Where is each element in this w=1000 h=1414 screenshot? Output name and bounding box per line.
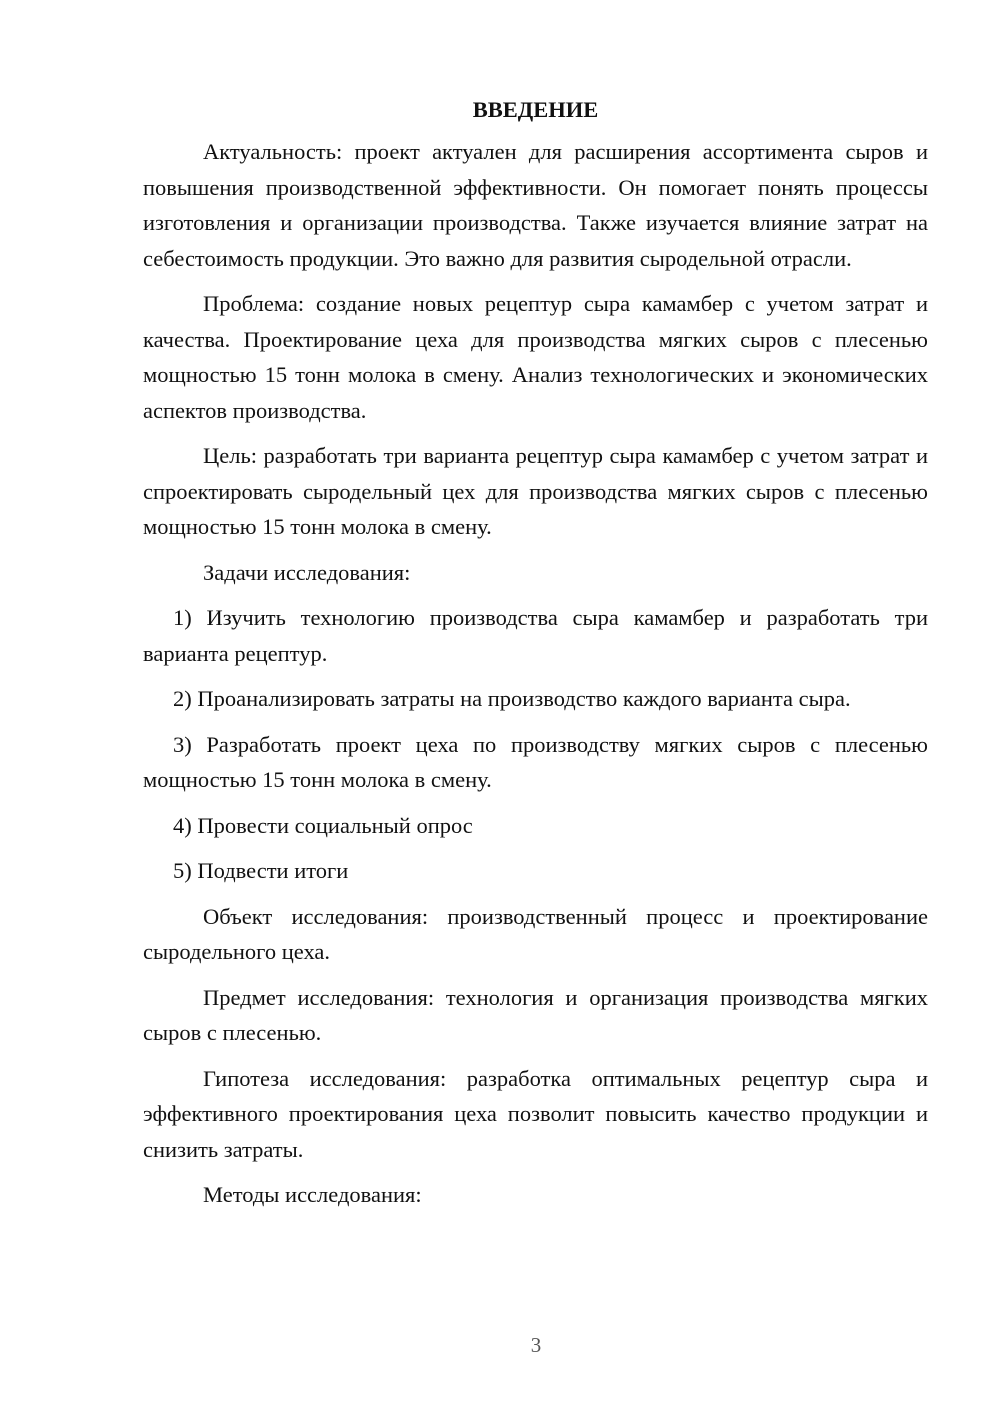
paragraph-methods: Методы исследования:	[203, 1182, 422, 1207]
page-number: 3	[530, 1333, 542, 1357]
paragraph-hypothesis: Гипотеза исследования: разработка оптимальных рецептур сыра и эффективного проектирования цеха позволит повысить качество продукции и снизить затраты.	[143, 1065, 928, 1162]
paragraph-problem: Проблема: создание новых рецептур сыра камамбер с учетом затрат и качества. Проектирование цеха для производства мягких сыров с плесенью мощностью 15 тонн молока в смену. Анализ технологических и экономических аспектов производства.	[143, 291, 928, 423]
task-item-2: 2) Проанализировать затраты на производство каждого варианта сыра.	[173, 686, 851, 711]
paragraph-relevance: Актуальность: проект актуален для расширения ассортимента сыров и повышения производственной эффективности. Он помогает понять процессы изготовления и организации производства. Также изучается влияние затрат на себестоимость продукции. Это важно для развития сыродельной отрасли.	[143, 139, 928, 271]
task-item-4: 4) Провести социальный опрос	[173, 812, 473, 838]
paragraph-object: Объект исследования: производственный процесс и проектирование сыродельного цеха.	[143, 903, 928, 964]
paragraph-subject: Предмет исследования: технология и организация производства мягких сыров с плесенью.	[143, 984, 928, 1045]
paragraph-tasks-intro: Задачи исследования:	[203, 559, 411, 585]
task-item-5: 5) Подвести итоги	[173, 858, 349, 883]
section-heading: ВВЕДЕНИЕ	[472, 97, 599, 122]
task-item-3: 3) Разработать проект цеха по производству мягких сыров с плесенью мощностью 15 тонн молока в смену.	[143, 731, 928, 792]
task-item-1: 1) Изучить технологию производства сыра камамбер и разработать три варианта рецептур.	[143, 605, 928, 666]
document-body	[143, 92, 928, 1223]
paragraph-goal: Цель: разработать три варианта рецептур сыра камамбер с учетом затрат и спроектировать сыродельный цех для производства мягких сыров с плесенью мощностью 15 тонн молока в смену.	[143, 443, 928, 539]
